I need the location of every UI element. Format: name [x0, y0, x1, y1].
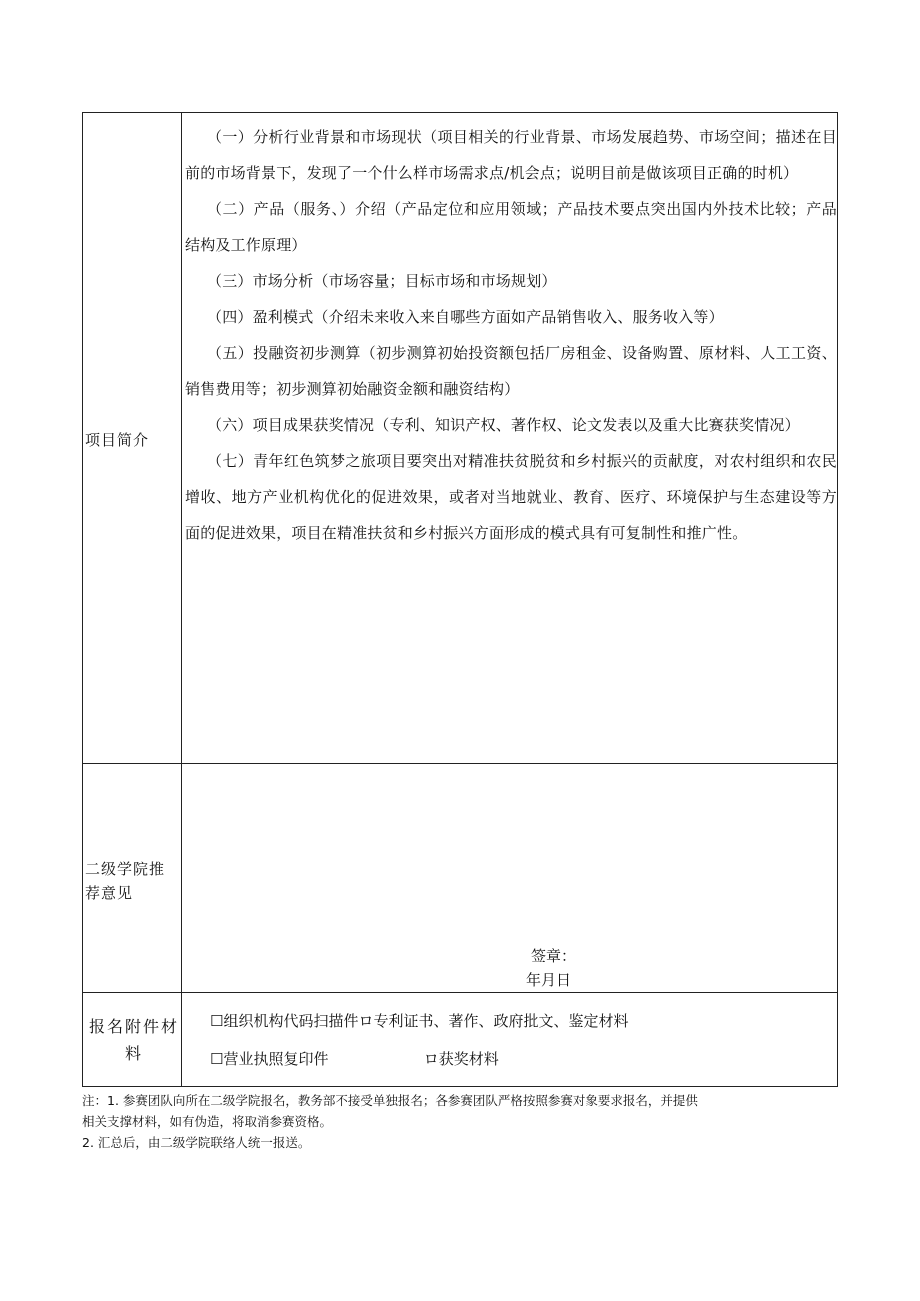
project-intro-label: 项目简介	[85, 431, 150, 449]
application-form-table	[82, 112, 838, 1087]
intro-paragraph-4: （四）盈利模式（介绍未来收入来自哪些方面如产品销售收入、服务收入等）	[207, 308, 724, 326]
college-recommendation-row	[83, 764, 837, 993]
project-intro-row	[83, 113, 837, 764]
project-intro-content[interactable]	[182, 113, 837, 763]
project-intro-label-cell	[83, 113, 182, 763]
attachments-label: 报名附件材料	[89, 1017, 180, 1063]
attachments-content	[182, 993, 837, 1087]
attachment-options-line-1[interactable]: ☐组织机构代码扫描件ロ专利证书、著作、政府批文、鉴定材料	[210, 1012, 629, 1030]
attachments-label-cell	[83, 993, 182, 1087]
signature-label: 签章：	[530, 947, 576, 965]
intro-paragraph-6: （六）项目成果获奖情况（专利、知识产权、著作权、论文发表以及重大比赛获奖情况）	[207, 416, 800, 434]
note-line-2: 相关支撑材料，如有伪造，将取消参赛资格。	[82, 1114, 333, 1129]
college-recommendation-label: 二级学院推荐意见	[85, 860, 166, 902]
intro-paragraph-7: （七）青年红色筑梦之旅项目要突出对精准扶贫脱贫和乡村振兴的贡献度，对农村组织和农民增收、地方产业机构优化的促进效果，或者对当地就业、教育、医疗、环境保护与生态建设等方面的促进效果，项目在精准扶贫和乡村振兴方面形成的模式具有可复制性和推广性。	[185, 452, 837, 542]
note-line-3: 2. 汇总后，由二级学院联络人统一报送。	[82, 1135, 311, 1150]
attachment-options-line-2[interactable]: ☐营业执照复印件 ロ获奖材料	[210, 1050, 499, 1068]
intro-paragraph-5: （五）投融资初步测算（初步测算初始投资额包括厂房租金、设备购置、原材料、人工工资、销售费用等；初步测算初始融资金额和融资结构）	[185, 344, 837, 398]
date-label: 年月日	[525, 971, 571, 989]
note-line-1: 注：1. 参赛团队向所在二级学院报名，教务部不接受单独报名；各参赛团队严格按照参赛对象要求报名，并提供	[82, 1093, 698, 1108]
form-notes	[82, 1090, 842, 1153]
intro-paragraph-2: （二）产品（服务、）介绍（产品定位和应用领域；产品技术要点突出国内外技术比较；产品结构及工作原理）	[185, 200, 837, 254]
intro-paragraph-1: （一）分析行业背景和市场现状（项目相关的行业背景、市场发展趋势、市场空间；描述在目前的市场背景下，发现了一个什么样市场需求点/机会点；说明目前是做该项目正确的时机）	[185, 128, 837, 182]
college-recommendation-content[interactable]	[182, 764, 837, 992]
college-recommendation-label-cell	[83, 764, 182, 992]
intro-paragraph-3: （三）市场分析（市场容量；目标市场和市场规划）	[207, 272, 557, 290]
attachments-row	[83, 993, 837, 1087]
